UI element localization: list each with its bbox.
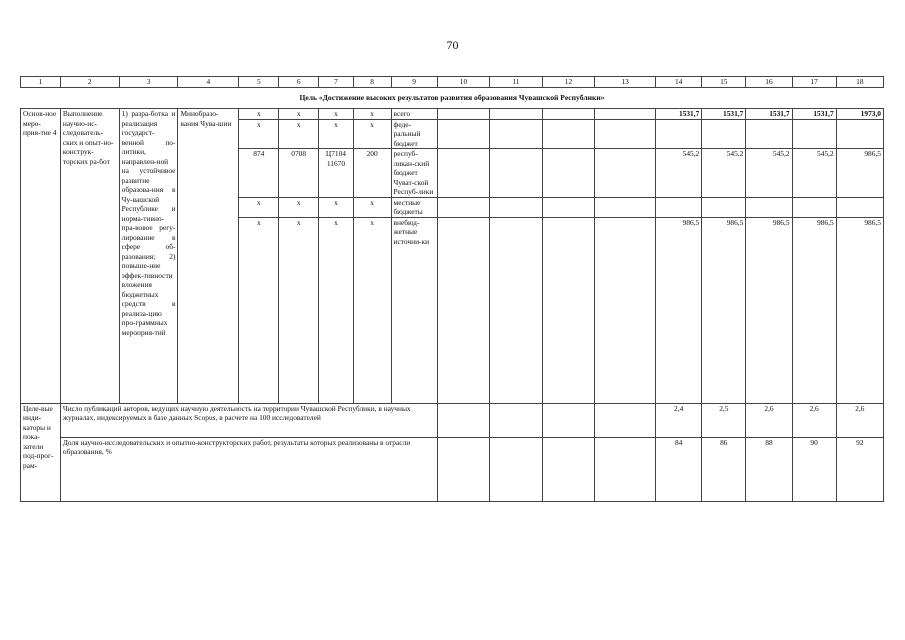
indicator-value: 84	[656, 437, 702, 501]
empty-cell	[542, 403, 594, 437]
empty-cell	[490, 197, 542, 217]
column-number: 10	[437, 77, 489, 88]
expense-type-code: x	[353, 109, 391, 120]
value-cell: 986,5	[656, 217, 702, 403]
funding-source: респуб-ликан-ский бюджет Чуват-ской Респуб-лики	[391, 149, 437, 198]
column-number: 5	[239, 77, 279, 88]
finance-row-total	[21, 109, 884, 120]
column-number: 1	[21, 77, 61, 88]
measure-tasks: 1) разра-ботка и реализация государст-венной по-литики, направлен-ной на устойчивое развитие образова-ния в Чу-вашской Республике и норма-тивно-пра-вовое регу-лирование в сфере об-разования; 2) повыше-ние эффек-тивности вложения бюджетных средств в реализа-цию про-граммных мероприя-тий	[119, 109, 178, 404]
indicator-value: 92	[836, 437, 883, 501]
column-number: 15	[702, 77, 746, 88]
empty-cell	[490, 437, 542, 501]
empty-cell	[542, 119, 594, 149]
empty-cell	[437, 119, 489, 149]
value-cell: 1531,7	[792, 109, 836, 120]
column-number: 11	[490, 77, 542, 88]
value-cell: 986,5	[836, 217, 883, 403]
grbs-code: x	[239, 197, 279, 217]
grbs-code: x	[239, 109, 279, 120]
empty-cell	[595, 197, 656, 217]
column-number: 4	[178, 77, 239, 88]
column-number: 9	[391, 77, 437, 88]
indicator-row	[21, 403, 884, 437]
measure-executor: Минобразо-вания Чува-шии	[178, 109, 239, 404]
funding-source: феде-ральный бюджет	[391, 119, 437, 149]
funding-source: внебюд-жетные источни-ки	[391, 217, 437, 403]
program-table	[20, 76, 884, 502]
empty-cell	[490, 217, 542, 403]
indicator-value: 2,6	[792, 403, 836, 437]
target-article-code: x	[319, 109, 354, 120]
value-cell: 1531,7	[702, 109, 746, 120]
empty-cell	[595, 119, 656, 149]
value-cell: 1531,7	[656, 109, 702, 120]
empty-cell	[542, 149, 594, 198]
empty-cell	[595, 217, 656, 403]
target-article-code: x	[319, 119, 354, 149]
value-cell: 986,5	[702, 217, 746, 403]
value-cell: 986,5	[792, 217, 836, 403]
indicator-text: Доля научно-исследовательских и опытно-конструкторских работ, результаты которых реализованы в отрасли образования, %	[60, 437, 437, 501]
grbs-code: x	[239, 119, 279, 149]
indicator-value: 2,6	[746, 403, 792, 437]
value-cell	[702, 119, 746, 149]
value-cell: 545,2	[746, 149, 792, 198]
indicator-value: 2,5	[702, 403, 746, 437]
value-cell: 545,2	[702, 149, 746, 198]
empty-cell	[490, 109, 542, 120]
empty-cell	[490, 149, 542, 198]
value-cell	[792, 119, 836, 149]
value-cell	[656, 197, 702, 217]
column-number: 18	[836, 77, 883, 88]
value-cell: 986,5	[746, 217, 792, 403]
indicator-value: 2,6	[836, 403, 883, 437]
value-cell: 1531,7	[746, 109, 792, 120]
goal-row	[21, 88, 884, 109]
empty-cell	[437, 403, 489, 437]
empty-cell	[542, 197, 594, 217]
column-number: 6	[279, 77, 319, 88]
column-number: 8	[353, 77, 391, 88]
measure-title: Выполнение научно-ис-следователь-ских и опыт-но-конструк-торских ра-бот	[60, 109, 119, 404]
value-cell: 1973,0	[836, 109, 883, 120]
value-cell	[792, 197, 836, 217]
column-number: 3	[119, 77, 178, 88]
column-number-row	[21, 77, 884, 88]
column-number: 17	[792, 77, 836, 88]
indicator-value: 88	[746, 437, 792, 501]
empty-cell	[542, 437, 594, 501]
expense-type-code: x	[353, 119, 391, 149]
indicator-value: 90	[792, 437, 836, 501]
target-article-code: Ц7104 11670	[319, 149, 354, 198]
expense-type-code: x	[353, 197, 391, 217]
funding-source: всего	[391, 109, 437, 120]
value-cell: 986,5	[836, 149, 883, 198]
empty-cell	[595, 109, 656, 120]
measure-name: Основ-ное меро-прия-тие 4	[21, 109, 61, 404]
empty-cell	[490, 403, 542, 437]
indicator-row	[21, 437, 884, 501]
column-number: 7	[319, 77, 354, 88]
empty-cell	[595, 403, 656, 437]
value-cell	[656, 119, 702, 149]
indicator-text: Число публикаций авторов, ведущих научную деятельность на территории Чувашской Республики, в научных журналах, индексируемых в базе данных Scopus, в расчете на 100 исследователей	[60, 403, 437, 437]
value-cell: 545,2	[656, 149, 702, 198]
grbs-code: x	[239, 217, 279, 403]
value-cell	[746, 119, 792, 149]
indicator-value: 2,4	[656, 403, 702, 437]
expense-type-code: 200	[353, 149, 391, 198]
section-code: x	[279, 197, 319, 217]
empty-cell	[542, 217, 594, 403]
empty-cell	[542, 109, 594, 120]
goal-title: Цель «Достижение высоких результатов развития образования Чувашской Республики»	[299, 93, 605, 103]
column-number: 13	[595, 77, 656, 88]
section-code: x	[279, 217, 319, 403]
value-cell	[746, 197, 792, 217]
column-number: 16	[746, 77, 792, 88]
section-code: x	[279, 119, 319, 149]
empty-cell	[490, 119, 542, 149]
funding-source: местные бюджеты	[391, 197, 437, 217]
empty-cell	[437, 437, 489, 501]
empty-cell	[437, 217, 489, 403]
value-cell	[836, 197, 883, 217]
column-number: 12	[542, 77, 594, 88]
expense-type-code: x	[353, 217, 391, 403]
target-article-code: x	[319, 197, 354, 217]
empty-cell	[437, 149, 489, 198]
section-code: 0708	[279, 149, 319, 198]
column-number: 14	[656, 77, 702, 88]
indicators-label: Целе-вые инди-каторы и пока-затели под-прог-рам-	[21, 403, 61, 501]
empty-cell	[437, 109, 489, 120]
page-number: 70	[446, 38, 459, 52]
value-cell: 545,2	[792, 149, 836, 198]
empty-cell	[437, 197, 489, 217]
value-cell	[836, 119, 883, 149]
target-article-code: x	[319, 217, 354, 403]
empty-cell	[595, 437, 656, 501]
grbs-code: 874	[239, 149, 279, 198]
indicator-value: 86	[702, 437, 746, 501]
column-number: 2	[60, 77, 119, 88]
value-cell	[702, 197, 746, 217]
section-code: x	[279, 109, 319, 120]
empty-cell	[595, 149, 656, 198]
